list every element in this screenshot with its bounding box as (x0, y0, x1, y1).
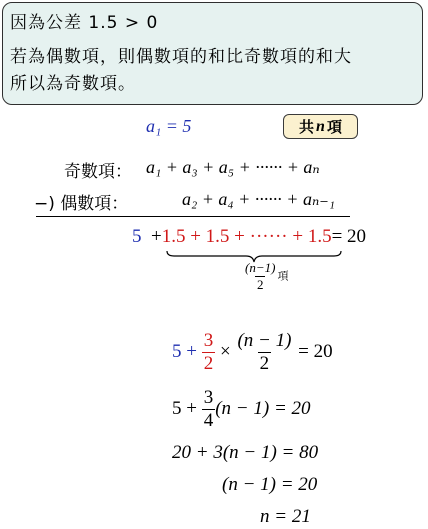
step-2 (172, 387, 311, 432)
badge-prefix: 共 (299, 118, 315, 136)
step1-frac1-den: 2 (203, 353, 214, 374)
step1-frac1-num: 3 (203, 330, 214, 351)
info-line-3: 所以為奇數項。 (10, 74, 136, 94)
info-line-2: 若為偶數項，則偶數項的和比奇數項的和大 (10, 47, 352, 67)
diff-plus: + (151, 226, 162, 247)
info-line-1: 因為公差 1.5 > 0 (10, 13, 159, 33)
step1-frac2-den: 2 (259, 353, 270, 374)
difference-row (132, 226, 366, 248)
step1-rhs: = 20 (298, 340, 333, 362)
diff-result: = 20 (331, 226, 367, 247)
diff-repeated-terms: 1.5 + 1.5 + ······ + 1.5 (161, 226, 332, 247)
brace-note-unit: 項 (277, 269, 289, 283)
step-5: n = 21 (260, 506, 311, 527)
step1-lead: 5 + (172, 340, 197, 362)
odd-terms-expression: a₁ + a₃ + a₅ + ······ + aₙ (146, 157, 320, 177)
a1-equation: a₁ = 5 (146, 116, 192, 136)
step2-frac-num: 3 (203, 387, 214, 408)
step1-frac2-num: (n − 1) (237, 330, 292, 351)
step-3: 20 + 3(n − 1) = 80 (172, 442, 319, 463)
step2-lead: 5 + (172, 397, 197, 419)
brace-note-num: (n−1) (245, 260, 276, 275)
step-4: (n − 1) = 20 (222, 474, 318, 495)
odd-terms-label: 奇數項： (64, 162, 132, 182)
brace-note (243, 260, 288, 293)
badge-var: n (316, 117, 325, 135)
subtraction-rule (36, 216, 350, 217)
step1-times: × (219, 340, 231, 362)
term-count-badge (283, 114, 358, 139)
step2-rest: (n − 1) = 20 (215, 397, 311, 419)
step-1 (172, 330, 333, 375)
badge-suffix: 項 (326, 118, 342, 136)
step2-frac-den: 4 (203, 410, 214, 431)
even-terms-label: −) 偶數項： (34, 194, 129, 214)
diff-first-term: 5 (132, 226, 142, 247)
even-terms-expression: a₂ + a₄ + ······ + aₙ₋₁ (182, 189, 336, 209)
brace-note-den: 2 (256, 277, 264, 292)
